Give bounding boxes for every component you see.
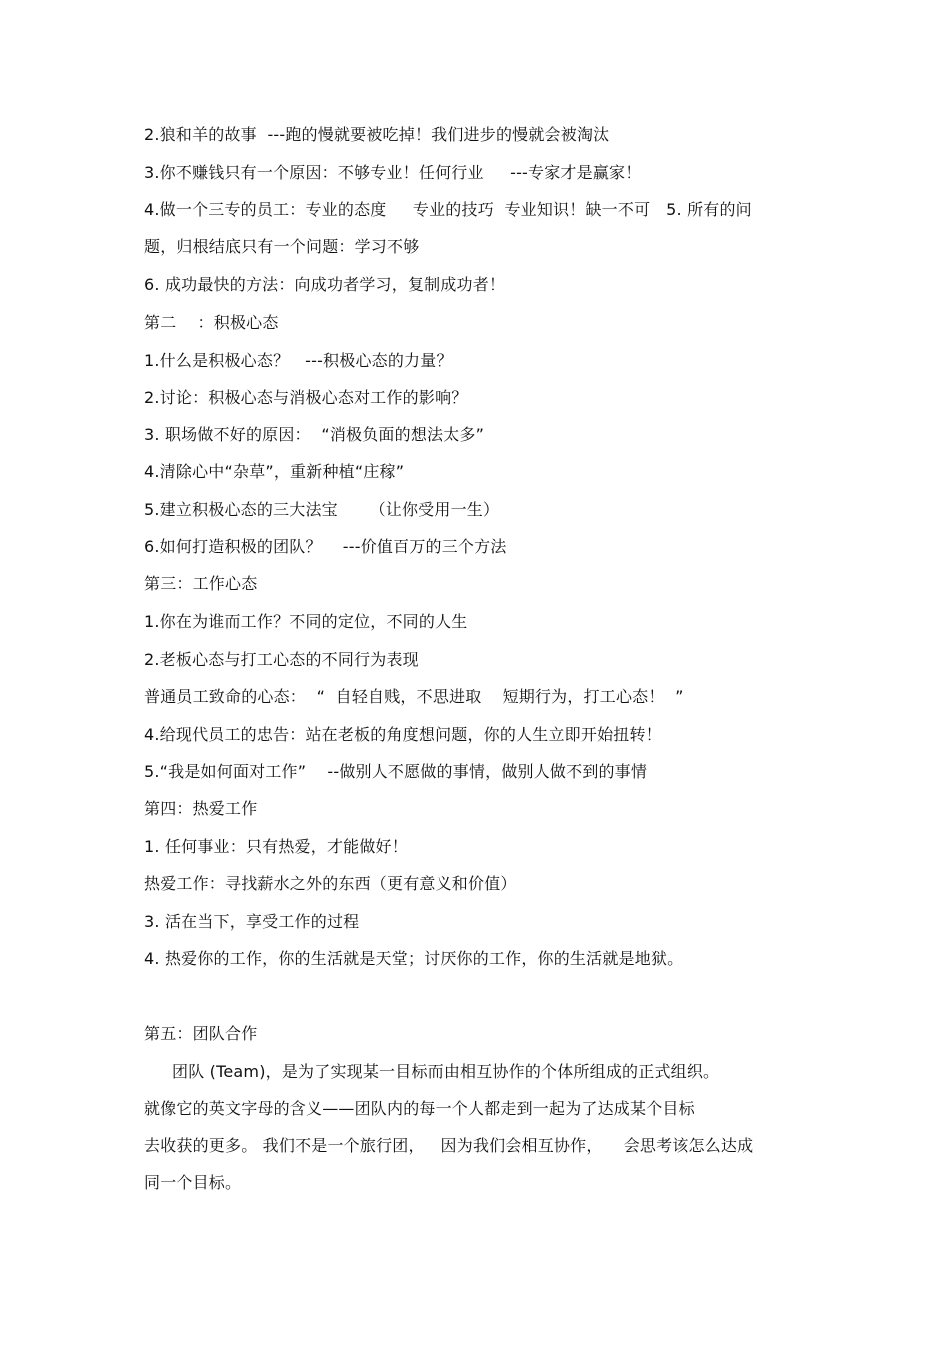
text-line-what-is-positive: 1.什么是积极心态？ ---积极心态的力量？ [144,351,453,370]
text-line-three-pro-employee: 4.做一个三专的员工：专业的态度 专业的技巧 专业知识！缺一不可 5. 所有的问 [144,200,752,219]
text-line-three-treasures: 5.建立积极心态的三大法宝 （让你受用一生） [144,500,500,519]
text-line-boss-vs-worker: 2.老板心态与打工心态的不同行为表现 [144,650,419,669]
text-line-wolf-sheep: 2.狼和羊的故事 ---跑的慢就要被吃掉！我们进步的慢就会被淘汰 [144,125,610,144]
section-heading-work-mindset: 第三：工作心态 [144,574,258,593]
paragraph-same-goal: 同一个目标。 [144,1173,242,1192]
text-line-positive-team: 6.如何打造积极的团队？ ---价值百万的三个方法 [144,537,507,556]
text-line-discussion: 2.讨论：积极心态与消极心态对工作的影响？ [144,388,468,407]
section-heading-love-work: 第四：热爱工作 [144,799,258,818]
paragraph-team-meaning: 就像它的英文字母的含义——团队内的每一个人都走到一起为了达成某个目标 [144,1099,695,1118]
text-line-heaven-hell: 4. 热爱你的工作，你的生活就是天堂；讨厌你的工作，你的生活就是地狱。 [144,949,684,968]
text-line-not-earning: 3.你不赚钱只有一个原因：不够专业！任何行业 ---专家才是赢家！ [144,163,642,182]
text-line-fastest-success: 6. 成功最快的方法：向成功者学习，复制成功者！ [144,275,506,294]
text-line-live-present: 3. 活在当下，享受工作的过程 [144,912,360,931]
text-line-face-work: 5.“我是如何面对工作” --做别人不愿做的事情，做别人做不到的事情 [144,762,648,781]
section-heading-positive-mindset: 第二 ：积极心态 [144,313,279,332]
section-heading-teamwork: 第五：团队合作 [144,1024,258,1043]
text-line-fatal-mindset: 普通员工致命的心态： “ 自轻自贱，不思进取 短期行为，打工心态！ ” [144,687,684,706]
text-line-workplace-reasons: 3. 职场做不好的原因： “消极负面的想法太多” [144,425,485,444]
text-line-who-you-work-for: 1.你在为谁而工作？不同的定位，不同的人生 [144,612,468,631]
text-line-beyond-salary: 热爱工作：寻找薪水之外的东西（更有意义和价值） [144,874,517,893]
paragraph-team-definition: 团队 (Team)，是为了实现某一目标而由相互协作的个体所组成的正式组织。 [172,1062,720,1081]
paragraph-not-tour-group: 去收获的更多。 我们不是一个旅行团， 因为我们会相互协作， 会思考该怎么达成 [144,1136,754,1155]
text-line-learning-not-enough: 题，归根结底只有一个问题：学习不够 [144,237,420,256]
text-line-any-career: 1. 任何事业：只有热爱，才能做好！ [144,837,408,856]
text-line-clear-weeds: 4.清除心中“杂草”，重新种植“庄稼” [144,462,405,481]
text-line-advice: 4.给现代员工的忠告：站在老板的角度想问题，你的人生立即开始扭转！ [144,725,662,744]
